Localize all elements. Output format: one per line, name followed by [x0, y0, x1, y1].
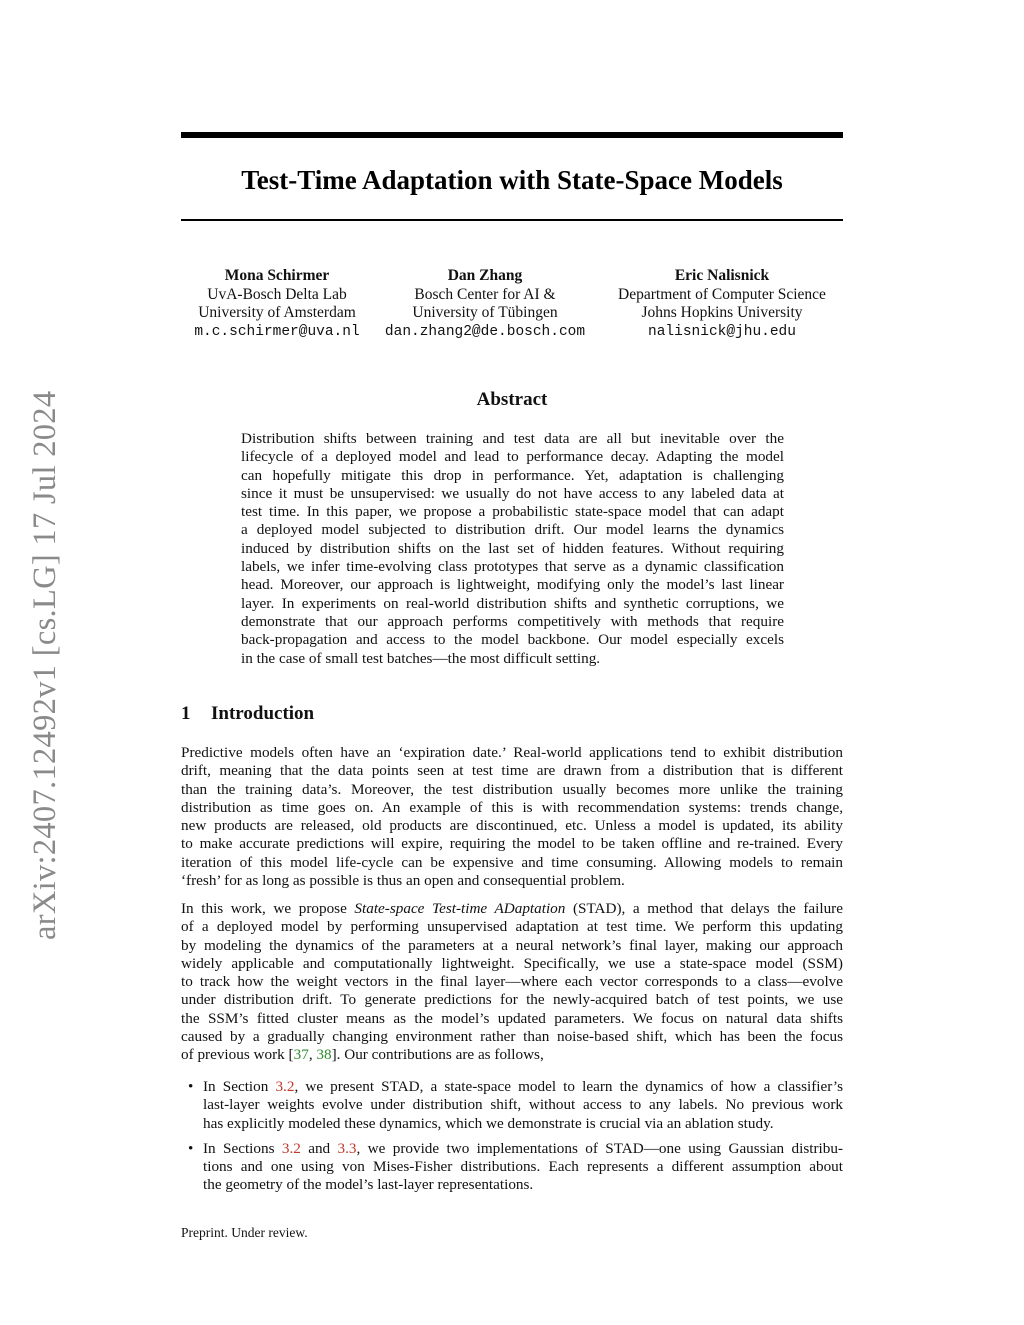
paragraph-line: of a deployed model by performing unsupervised adaptation at test time. We perform this updating — [181, 918, 843, 936]
paragraph-line: by modeling the dynamics of the parameters at a neural network’s final layer, making our approach — [181, 936, 843, 954]
title-rule-bottom — [181, 219, 843, 221]
author-email[interactable]: nalisnick@jhu.edu — [648, 323, 796, 340]
abstract-line: since it must be unsupervised: we usually do not have access to any labeled data at — [241, 484, 784, 502]
arxiv-stamp: arXiv:2407.12492v1 [cs.LG] 17 Jul 2024 — [27, 390, 63, 940]
abstract-line: test time. In this paper, we propose a probabilistic state-space model that can adapt — [241, 503, 784, 521]
abstract-line: layer. In experiments on real-world distribution shifts and synthetic corruptions, we — [241, 594, 784, 612]
paragraph-line: drift, meaning that the data points seen at test time are drawn from a distribution that is different — [181, 762, 843, 780]
abstract-line: Distribution shifts between training and test data are all but inevitable over the — [241, 430, 784, 447]
paragraph-line: to make accurate predictions will expire, requiring the model to be taken offline and re-trained. Every — [181, 835, 843, 853]
list-item — [181, 1078, 843, 1133]
abstract-line: a deployed model subjected to distribution drift. Our model learns the dynamics — [241, 521, 784, 539]
list-item — [181, 1140, 843, 1195]
paragraph-line: iteration of this model life-cycle can be expensive and time consuming. Allowing models to remain — [181, 853, 843, 871]
author-affiliation: Johns Hopkins University — [641, 304, 803, 321]
text-run: In this work, we propose — [181, 900, 355, 917]
text-run: of previous work [ — [181, 1046, 294, 1064]
abstract-body — [241, 430, 784, 668]
section-ref-link[interactable]: 3.2 — [275, 1078, 295, 1095]
footer-note: Preprint. Under review. — [181, 1225, 308, 1240]
abstract-heading: Abstract — [476, 389, 548, 410]
paragraph-line: caused by a gradually changing environment rather than noise-based shift, which has been the focus — [181, 1028, 843, 1046]
section-heading — [181, 702, 314, 726]
author-email[interactable]: dan.zhang2@de.bosch.com — [384, 323, 586, 340]
text-run: (STAD), a method that delays the failure — [565, 900, 843, 917]
author-affiliation: University of Amsterdam — [198, 304, 356, 321]
section-ref-link[interactable]: 3.2 — [281, 1139, 301, 1157]
paragraph-line: ‘fresh’ for as long as possible is thus an open and consequential problem. — [181, 872, 625, 890]
paragraph-line: under distribution drift. To generate predictions for the newly-acquired batch of test points, we use — [181, 991, 843, 1009]
author-affiliation: UvA-Bosch Delta Lab — [207, 285, 347, 303]
paragraph-line: new products are released, old products are discontinued, etc. Unless a model is updated, its ability — [181, 817, 843, 835]
author-card — [181, 267, 373, 341]
abstract-line: in the case of small test batches—the most difficult setting. — [241, 649, 601, 667]
author-card — [381, 267, 589, 341]
abstract-line: induced by distribution shifts on the last set of hidden features. Without requiring — [241, 539, 784, 557]
author-affiliation: University of Tübingen — [412, 304, 558, 321]
abstract-line: labels, we infer time-evolving class prototypes that serve as a dynamic classification — [241, 558, 784, 576]
text-run: , — [308, 1046, 317, 1064]
text-run: In Section — [203, 1078, 276, 1095]
text-run: , we provide two implementations of STAD—one using Gaussian distribu- — [356, 1139, 843, 1157]
paragraph-line: than the training data’s. Moreover, the test distribution usually becomes more unlike the training — [181, 780, 843, 798]
paper-title: Test-Time Adaptation with State-Space Models — [241, 165, 783, 195]
paragraph-line: the SSM’s fitted cluster means as the model’s updated parameters. We focus on natural data shifts — [181, 1009, 843, 1027]
citation-link[interactable]: 38 — [316, 1046, 332, 1064]
author-affiliation: Department of Computer Science — [618, 285, 826, 303]
paragraph-line — [181, 900, 843, 918]
author-email[interactable]: m.c.schirmer@uva.nl — [194, 323, 360, 340]
paragraph-line — [203, 1140, 843, 1158]
paragraph-line — [181, 1046, 843, 1064]
abstract-line: demonstrate that our approach performs competitively with methods that require — [241, 612, 784, 630]
text-run: In Sections — [203, 1139, 282, 1157]
section-number: 1 — [181, 703, 191, 724]
paragraph-line: to track how the weight vectors in the final layer—where each vector corresponds to a class—evolve — [181, 973, 843, 991]
text-run: ]. Our contributions are as follows, — [331, 1046, 544, 1064]
section-ref-link[interactable]: 3.3 — [337, 1139, 357, 1157]
paragraph-line: the geometry of the model’s last-layer representations. — [203, 1176, 534, 1194]
contribution-list — [181, 1078, 843, 1202]
paragraph-line: distribution as time goes on. An example of this is with recommendation systems: trends change, — [181, 798, 843, 816]
author-name: Eric Nalisnick — [674, 267, 770, 284]
author-card — [601, 267, 843, 341]
intro-paragraph — [181, 744, 843, 890]
paragraph-line: has explicitly modeled these dynamics, which we demonstrate is crucial via an ablation study. — [203, 1114, 774, 1132]
abstract-line: back-propagation and access to the model backbone. Our model especially excels — [241, 631, 784, 649]
abstract-line: lifecycle of a deployed model and lead to performance decay. Adapting the model — [241, 448, 784, 466]
paragraph-line: last-layer weights evolve under distribution shift, without access to any labels. No previous work — [203, 1096, 843, 1114]
paragraph-line: tions and one using von Mises-Fisher distributions. Each represents a different assumption about — [203, 1158, 843, 1176]
bullet-icon: • — [188, 1078, 194, 1095]
abstract-line: can hopefully mitigate this drop in performance. Yet, adaptation is challenging — [241, 466, 784, 484]
author-block — [181, 267, 843, 347]
method-name: State-space Test-time ADaptation — [354, 900, 566, 917]
text-run: , we present STAD, a state-space model to learn the dynamics of how a classifier’s — [294, 1078, 843, 1095]
section-title: Introduction — [211, 703, 315, 724]
text-run: and — [300, 1139, 338, 1157]
citation-link[interactable]: 37 — [293, 1046, 309, 1064]
paragraph-line: widely applicable and computationally lightweight. Specifically, we use a state-space model (SSM) — [181, 954, 843, 972]
paragraph-line: Predictive models often have an ‘expiration date.’ Real-world applications tend to exhibit distribution — [181, 744, 843, 761]
bullet-icon: • — [188, 1139, 194, 1157]
intro-paragraph — [181, 900, 843, 1065]
author-name: Dan Zhang — [447, 267, 523, 284]
title-rule-top — [181, 132, 843, 138]
abstract-line: head. Moreover, our approach is lightweight, modifying only the model’s last linear — [241, 576, 784, 594]
author-affiliation: Bosch Center for AI & — [414, 285, 556, 303]
paragraph-line — [203, 1078, 843, 1096]
author-name: Mona Schirmer — [224, 267, 330, 284]
